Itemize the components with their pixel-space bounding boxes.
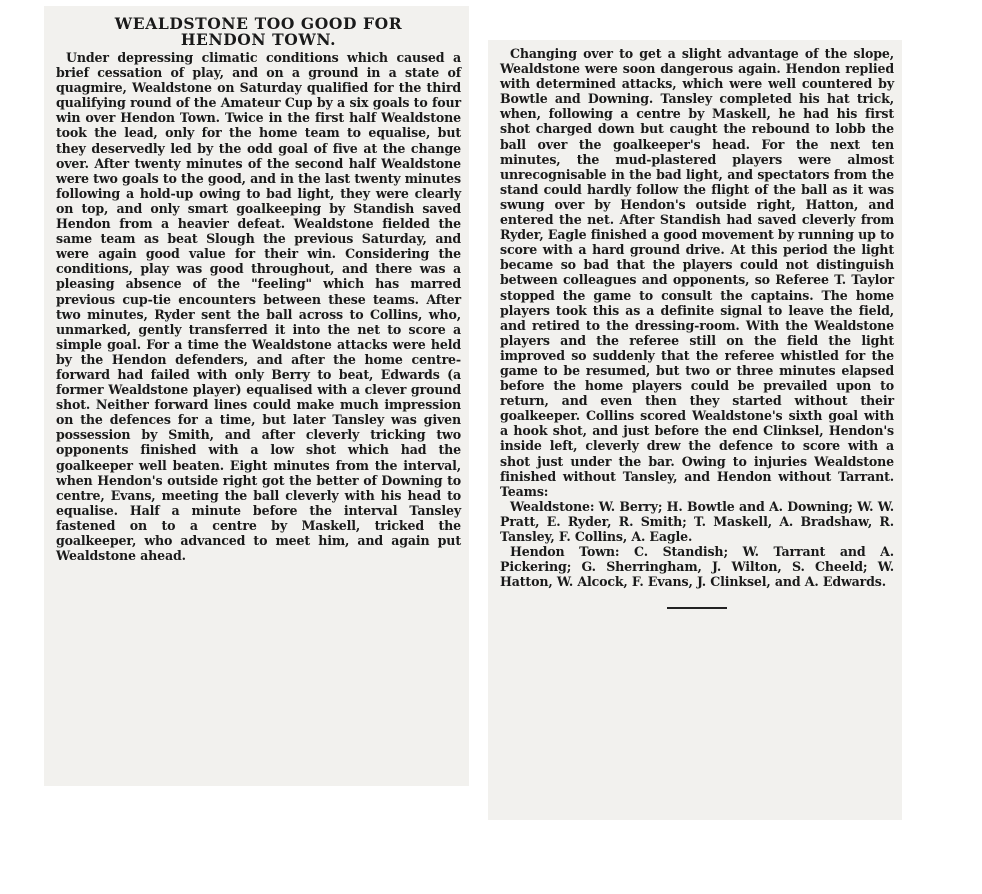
headline	[56, 16, 461, 48]
right-column	[488, 40, 902, 820]
article-body-right	[500, 46, 894, 589]
paragraph-right: Changing over to get a slight advantage of the slope, Wealdstone were soon dangerous again. Hendon replied with determined attacks, which were well countered by Bowtle and Downing. Tansley completed his hat trick, when, following a centre by Maskell, he had his first shot charged down but caught the rebound to lobb the ball over the goalkeeper's head. For the next ten minutes, the mud-plastered players were almost unrecognisable in the bad light, and spectators from the stand could hardly follow the flight of the ball as it was swung over by Hendon's outside right, Hatton, and entered the net. After Standish had saved cleverly from Ryder, Eagle finished a good movement by running up to score with a hard ground drive. At this period the light became so bad that the players could not distinguish between colleagues and opponents, so Referee T. Taylor stopped the game to consult the captains. The home players took this as a definite signal to leave the field, and retired to the dressing-room. With the Wealdstone players and the referee still on the field the light improved so suddenly that the referee whistled for the game to be resumed, but two or three minutes elapsed before the home players could be prevailed upon to return, and even then they started without their goalkeeper. Collins scored Wealdstone's sixth goal with a hook shot, and just before the end Clinksel, Hendon's inside left, cleverly drew the defence to score with a shot just under the bar. Owing to injuries Wealdstone finished without Tansley, and Hendon without Tarrant. Teams:	[500, 46, 894, 499]
end-rule	[667, 607, 727, 609]
team-wealdstone: Wealdstone: W. Berry; H. Bowtle and A. Downing; W. W. Pratt, E. Ryder, R. Smith; T. Maskell, A. Bradshaw, R. Tansley, F. Collins, A. Eagle.	[500, 498, 894, 544]
team-hendon: Hendon Town: C. Standish; W. Tarrant and A. Pickering; G. Sherringham, J. Wilton, S. Cheeld; W. Hatton, W. Alcock, F. Evans, J. Clinksel, and A. Edwards.	[500, 544, 894, 590]
paragraph-left: Under depressing climatic conditions which caused a brief cessation of play, and on a ground in a state of quagmire, Wealdstone on Saturday qualified for the third qualifying round of the Amateur Cup by a six goals to four win over Hendon Town. Twice in the first half Wealdstone took the lead, only for the home team to equalise, but they deservedly led by the odd goal of five at the change over. After twenty minutes of the second half Wealdstone were two goals to the good, and in the last twenty minutes following a hold-up owing to bad light, they were clearly on top, and only smart goalkeeping by Standish saved Hendon from a heavier defeat. Wealdstone fielded the same team as beat Slough the previous Saturday, and were again good value for their win. Considering the conditions, play was good throughout, and there was a pleasing absence of the "feeling" which has marred previous cup-tie encounters between these teams. After two minutes, Ryder sent the ball across to Collins, who, unmarked, gently transferred it into the net to score a simple goal. For a time the Wealdstone attacks were held by the Hendon defenders, and after the home centre-forward had failed with only Berry to beat, Edwards (a former Wealdstone player) equalised with a clever ground shot. Neither forward lines could make much impression on the defences for a time, but later Tansley was given possession by Smith, and after cleverly tricking two opponents finished with a low shot which had the goalkeeper well beaten. Eight minutes from the interval, when Hendon's outside right got the better of Downing to centre, Evans, meeting the ball cleverly with his head to equalise. Half a minute before the interval Tansley fastened on to a centre by Maskell, tricked the goalkeeper, who advanced to meet him, and again put Wealdstone ahead.	[56, 50, 461, 564]
team-lineups	[500, 499, 894, 590]
article-body-left	[56, 50, 461, 563]
headline-line-2: HENDON TOWN.	[180, 30, 337, 49]
headline-line-1: WEALDSTONE TOO GOOD FOR	[114, 14, 403, 33]
left-column	[44, 6, 469, 786]
